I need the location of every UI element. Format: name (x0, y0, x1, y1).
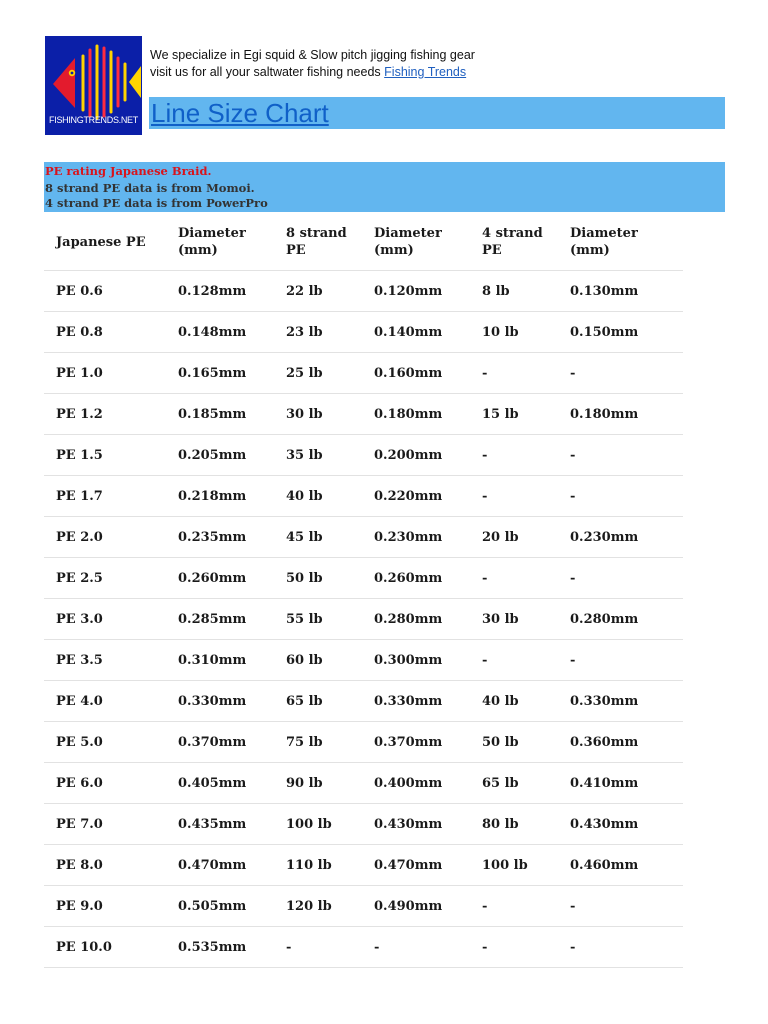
table-cell: PE 5.0 (44, 722, 166, 763)
header-line: Diameter (178, 226, 246, 241)
header-4-strand-pe (470, 214, 558, 271)
table-cell: PE 0.6 (44, 271, 166, 312)
tagline (150, 47, 475, 81)
table-row (44, 640, 683, 681)
info-box (44, 162, 725, 212)
table-cell: 0.180mm (362, 394, 470, 435)
table-cell: 35 lb (274, 435, 362, 476)
header-8-strand-pe (274, 214, 362, 271)
table-cell: - (558, 476, 683, 517)
table-cell: 0.280mm (558, 599, 683, 640)
table-cell: 0.200mm (362, 435, 470, 476)
table-cell: 40 lb (274, 476, 362, 517)
table-cell: 0.218mm (166, 476, 274, 517)
table-cell: 0.260mm (166, 558, 274, 599)
table-cell: - (274, 927, 362, 968)
table-cell: PE 1.2 (44, 394, 166, 435)
table-cell: - (362, 927, 470, 968)
header-line: Japanese PE (56, 234, 146, 250)
tagline-line-2 (150, 64, 475, 81)
table-cell: 0.330mm (362, 681, 470, 722)
table-cell: 0.230mm (362, 517, 470, 558)
table-cell: 0.148mm (166, 312, 274, 353)
table-cell: 0.330mm (558, 681, 683, 722)
table-header-row (44, 214, 683, 271)
table-row (44, 599, 683, 640)
header-line: PE (482, 243, 502, 258)
table-row (44, 886, 683, 927)
table-cell: 50 lb (274, 558, 362, 599)
table-row (44, 271, 683, 312)
table-row (44, 517, 683, 558)
header-japanese-pe (44, 214, 166, 271)
table-row (44, 476, 683, 517)
page-title[interactable]: Line Size Chart (151, 98, 329, 128)
table-cell: PE 1.5 (44, 435, 166, 476)
table-body (44, 271, 683, 968)
table-cell: PE 3.0 (44, 599, 166, 640)
table-cell: 100 lb (470, 845, 558, 886)
table-cell: 75 lb (274, 722, 362, 763)
table-cell: PE 7.0 (44, 804, 166, 845)
table-row (44, 722, 683, 763)
table-row (44, 927, 683, 968)
header-line: 4 strand (482, 226, 543, 241)
table-cell: PE 10.0 (44, 927, 166, 968)
table-cell: PE 3.5 (44, 640, 166, 681)
header-line: Diameter (570, 226, 638, 241)
table-cell: 0.490mm (362, 886, 470, 927)
table-cell: 0.535mm (166, 927, 274, 968)
table-cell: 45 lb (274, 517, 362, 558)
table-cell: 0.285mm (166, 599, 274, 640)
table-cell: 22 lb (274, 271, 362, 312)
info-source-8-strand: 8 strand PE data is from Momoi. (45, 181, 255, 195)
table-cell: 0.230mm (558, 517, 683, 558)
table-cell: 50 lb (470, 722, 558, 763)
table-cell: - (470, 353, 558, 394)
fishing-trends-link[interactable]: Fishing Trends (384, 65, 467, 79)
table-cell: 65 lb (470, 763, 558, 804)
table-cell: 0.370mm (362, 722, 470, 763)
table-row (44, 681, 683, 722)
table-cell: 0.460mm (558, 845, 683, 886)
table-cell: - (558, 640, 683, 681)
table-cell: 60 lb (274, 640, 362, 681)
table-row (44, 435, 683, 476)
line-size-table (44, 214, 683, 968)
table-cell: 100 lb (274, 804, 362, 845)
title-bar (149, 97, 725, 129)
table-cell: PE 4.0 (44, 681, 166, 722)
table-cell: PE 2.5 (44, 558, 166, 599)
table-cell: 25 lb (274, 353, 362, 394)
table-cell: 80 lb (470, 804, 558, 845)
header-line: (mm) (178, 243, 218, 258)
table-cell: 0.470mm (166, 845, 274, 886)
table-cell: PE 9.0 (44, 886, 166, 927)
header-diameter-momoi (166, 214, 274, 271)
header-diameter-4-strand (558, 214, 683, 271)
table-cell: 0.280mm (362, 599, 470, 640)
table-cell: 30 lb (470, 599, 558, 640)
header-line: Diameter (374, 226, 442, 241)
tagline-prefix: visit us for all your saltwater fishing needs (150, 65, 381, 79)
table-cell: PE 6.0 (44, 763, 166, 804)
table-cell: - (470, 558, 558, 599)
table-cell: 15 lb (470, 394, 558, 435)
table-cell: 0.310mm (166, 640, 274, 681)
table-cell: PE 0.8 (44, 312, 166, 353)
table-row (44, 763, 683, 804)
table-cell: 0.505mm (166, 886, 274, 927)
table-cell: 0.370mm (166, 722, 274, 763)
table-cell: 8 lb (470, 271, 558, 312)
table-cell: 0.435mm (166, 804, 274, 845)
tagline-line-1: We specialize in Egi squid & Slow pitch jigging fishing gear (150, 48, 475, 62)
table-cell: 0.360mm (558, 722, 683, 763)
table-cell: PE 1.7 (44, 476, 166, 517)
table-cell: 30 lb (274, 394, 362, 435)
header-diameter-8-strand (362, 214, 470, 271)
table-cell: 23 lb (274, 312, 362, 353)
table-cell: PE 1.0 (44, 353, 166, 394)
logo-text: FISHINGTRENDS.NET (49, 115, 138, 125)
table-cell: 0.185mm (166, 394, 274, 435)
table-row (44, 558, 683, 599)
table-cell: - (470, 476, 558, 517)
table-cell: 0.120mm (362, 271, 470, 312)
table-cell: 0.470mm (362, 845, 470, 886)
table-cell: - (558, 435, 683, 476)
table-cell: 40 lb (470, 681, 558, 722)
table-cell: 0.165mm (166, 353, 274, 394)
table-cell: 0.160mm (362, 353, 470, 394)
table-cell: 0.220mm (362, 476, 470, 517)
table-row (44, 804, 683, 845)
table-cell: 20 lb (470, 517, 558, 558)
table-row (44, 394, 683, 435)
header-line: PE (286, 243, 306, 258)
table-cell: PE 2.0 (44, 517, 166, 558)
table-row (44, 353, 683, 394)
table-cell: 0.130mm (558, 271, 683, 312)
table-cell: - (558, 886, 683, 927)
table-cell: - (470, 886, 558, 927)
table-cell: 0.330mm (166, 681, 274, 722)
table-cell: PE 8.0 (44, 845, 166, 886)
table-cell: 0.128mm (166, 271, 274, 312)
table-cell: - (558, 558, 683, 599)
header-line: 8 strand (286, 226, 347, 241)
table-cell: - (470, 927, 558, 968)
table-cell: 55 lb (274, 599, 362, 640)
table-cell: 0.300mm (362, 640, 470, 681)
table-cell: 0.405mm (166, 763, 274, 804)
table-cell: 0.235mm (166, 517, 274, 558)
table-cell: - (470, 640, 558, 681)
header-line: (mm) (570, 243, 610, 258)
table-cell: 0.430mm (558, 804, 683, 845)
info-heading: PE rating Japanese Braid. (45, 164, 212, 178)
table-cell: 110 lb (274, 845, 362, 886)
table-cell: 0.400mm (362, 763, 470, 804)
table-cell: - (558, 353, 683, 394)
table-cell: - (558, 927, 683, 968)
table-row (44, 312, 683, 353)
table-cell: 90 lb (274, 763, 362, 804)
table-cell: 65 lb (274, 681, 362, 722)
fishing-trends-logo[interactable] (45, 36, 142, 135)
table-cell: 0.180mm (558, 394, 683, 435)
table-cell: 0.140mm (362, 312, 470, 353)
table-cell: 10 lb (470, 312, 558, 353)
table-cell: 0.410mm (558, 763, 683, 804)
table-row (44, 845, 683, 886)
info-source-4-strand: 4 strand PE data is from PowerPro (45, 196, 268, 210)
table-cell: 120 lb (274, 886, 362, 927)
table-cell: 0.430mm (362, 804, 470, 845)
table-cell: 0.150mm (558, 312, 683, 353)
header-line: (mm) (374, 243, 414, 258)
table-cell: - (470, 435, 558, 476)
table-cell: 0.260mm (362, 558, 470, 599)
table-cell: 0.205mm (166, 435, 274, 476)
